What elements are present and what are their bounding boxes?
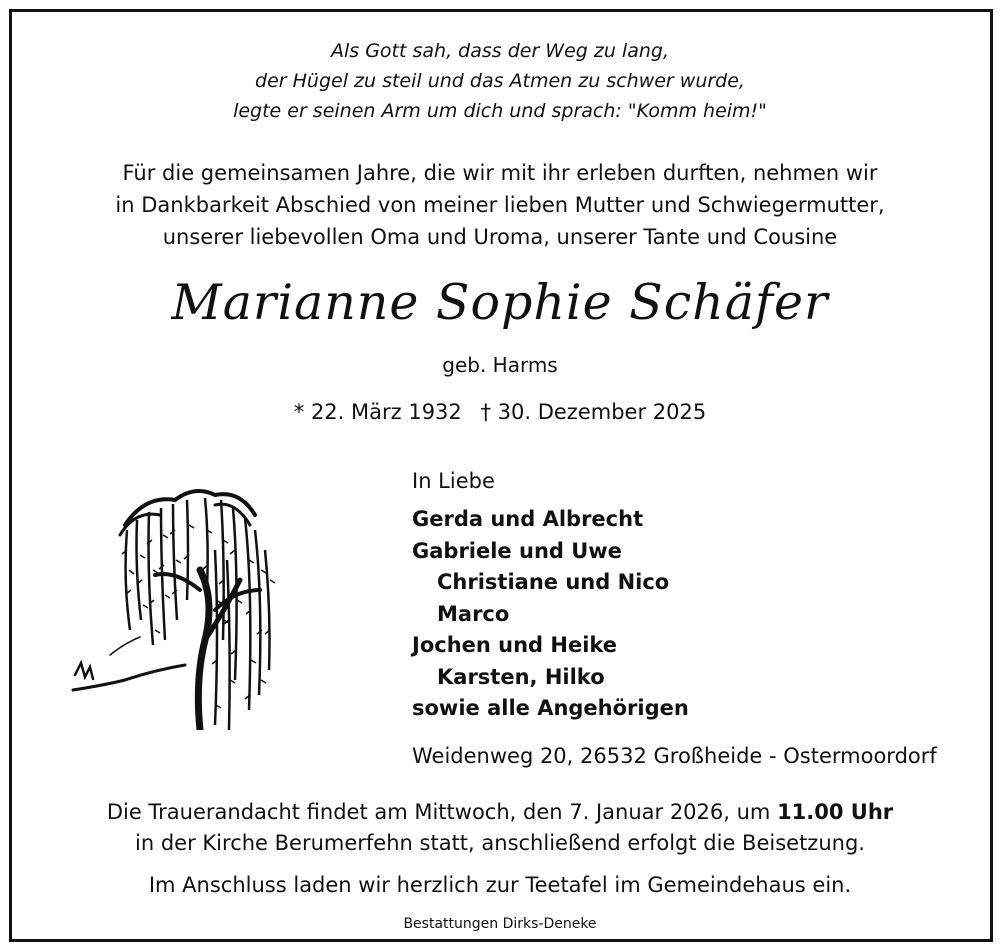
mourner-name: Gerda und Albrecht [412, 507, 644, 531]
mourners-list [412, 466, 689, 725]
poem-line: Als Gott sah, dass der Weg zu lang, [330, 40, 669, 62]
service-time: 11.00 Uhr [777, 800, 894, 824]
mourner-name: sowie alle Angehörigen [412, 696, 689, 720]
weeping-willow-icon [65, 480, 295, 730]
undertaker-name: Bestattungen Dirks-Deneke [403, 916, 597, 932]
service-line: in der Kirche Berumerfehn statt, anschließend erfolgt die Beisetzung. [135, 831, 865, 855]
mourner-name: Jochen und Heike [412, 633, 618, 657]
mourner-name: Gabriele und Uwe [412, 538, 622, 563]
deceased-name: Marianne Sophie Schäfer [171, 274, 829, 331]
death-date: † 30. Dezember 2025 [480, 400, 707, 424]
poem [0, 36, 1000, 126]
service-date-text: Die Trauerandacht findet am Mittwoch, den 7. Januar 2026, um [106, 800, 778, 824]
tea-invitation: Im Anschluss laden wir herzlich zur Teetafel im Gemeindehaus ein. [148, 873, 852, 897]
family-address: Weidenweg 20, 26532 Großheide - Ostermoordorf [412, 744, 937, 768]
poem-line: legte er seinen Arm um dich und sprach: "Komm heim!" [233, 100, 767, 122]
intro-text [0, 157, 1000, 253]
mourner-name: Marco [437, 601, 510, 626]
mourner-name: Christiane und Nico [437, 570, 670, 594]
mourners-lead: In Liebe [412, 469, 495, 493]
service-info [0, 797, 1000, 859]
life-dates [0, 400, 1000, 424]
service-line [0, 797, 1000, 828]
poem-line: der Hügel zu steil und das Atmen zu schwer wurde, [255, 70, 745, 92]
mourner-name: Karsten, Hilko [437, 664, 605, 689]
birth-date: * 22. März 1932 [293, 400, 462, 424]
intro-line: unserer liebevollen Oma und Uroma, unserer Tante und Cousine [162, 225, 838, 249]
maiden-name: geb. Harms [442, 353, 558, 377]
intro-line: Für die gemeinsamen Jahre, die wir mit ihr erleben durften, nehmen wir [122, 161, 878, 185]
intro-line: in Dankbarkeit Abschied von meiner lieben Mutter und Schwiegermutter, [115, 193, 885, 217]
